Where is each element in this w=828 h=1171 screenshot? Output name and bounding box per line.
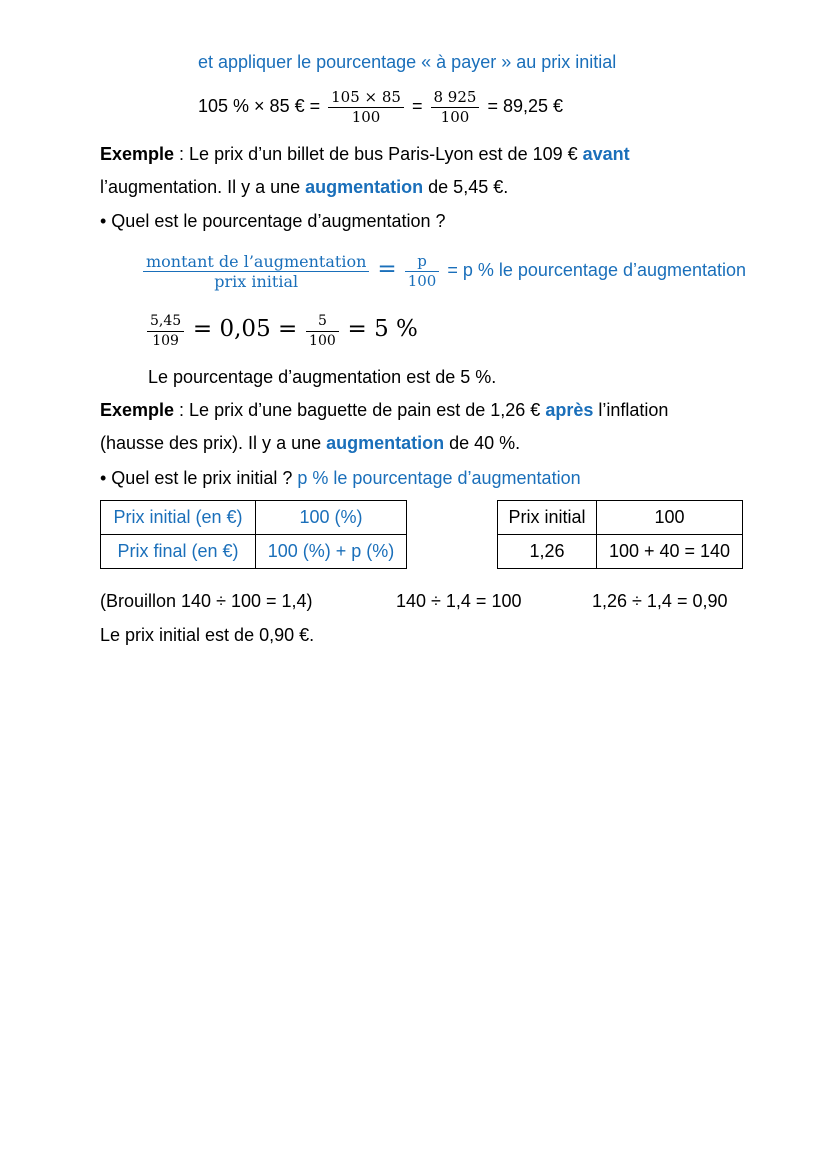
calc1-f1-denominator: 100: [351, 107, 381, 126]
formula-p-fraction: [405, 252, 440, 291]
formula-equals: =: [377, 256, 397, 282]
example1-text3: de 5,45 €.: [423, 177, 509, 197]
proportion-table-baguette: [497, 500, 743, 569]
formula-denominator: prix initial: [214, 271, 299, 291]
table-cell: Prix final (en €): [101, 535, 256, 569]
example2-label: Exemple: [100, 400, 175, 420]
table-cell: Prix initial (en €): [101, 501, 256, 535]
calc-140-div: 140 ÷ 1,4 = 100: [396, 591, 522, 611]
calc2-middle: = 0,05 =: [192, 316, 298, 342]
table-cell: 100: [597, 501, 743, 535]
formula-p-denominator: 100: [407, 271, 437, 290]
calc2-f1-denominator: 109: [152, 332, 179, 349]
calc2-end: = 5 %: [347, 316, 418, 342]
example2-apres: après: [545, 400, 594, 420]
example2-line2: [100, 431, 520, 455]
calc1-f2-numerator: 8 925: [431, 88, 480, 108]
example2-augmentation: augmentation: [326, 433, 445, 453]
instruction-line: et appliquer le pourcentage « à payer » au prix initial: [198, 52, 617, 72]
calc2-f2-denominator: 100: [309, 332, 336, 349]
example2-question-blue: p % le pourcentage d’augmentation: [297, 468, 581, 488]
calc-126-div: 1,26 ÷ 1,4 = 0,90: [592, 591, 728, 611]
brouillon: (Brouillon 140 ÷ 100 = 1,4): [100, 591, 313, 611]
calc-percentage: [144, 303, 418, 357]
table-row: [498, 535, 743, 569]
table-cell: 100 + 40 = 140: [597, 535, 743, 569]
table-row: [101, 501, 407, 535]
calc2-fraction-2: [306, 312, 339, 351]
table-row: [101, 535, 407, 569]
table-cell: 1,26: [498, 535, 597, 569]
formula-p-numerator: p: [405, 252, 440, 272]
example1-avant: avant: [582, 144, 630, 164]
table-cell: Prix initial: [498, 501, 597, 535]
table-row: [498, 501, 743, 535]
calc1-f1-numerator: 105 × 85: [328, 88, 404, 108]
calc2-f2-numerator: 5: [306, 312, 339, 332]
example1-augmentation: augmentation: [305, 177, 424, 197]
formula-fraction: [143, 252, 369, 291]
calc1-fraction-1: [328, 88, 404, 127]
calc1-fraction-2: [431, 88, 480, 127]
calc2-fraction-1: [147, 312, 184, 351]
formula-rest: = p % le pourcentage d’augmentation: [442, 260, 747, 280]
calc2-f1-numerator: 5,45: [147, 312, 184, 332]
example1-label: Exemple: [100, 144, 175, 164]
example1-line1: [100, 142, 630, 166]
example2-conclusion: Le prix initial est de 0,90 €.: [100, 625, 315, 645]
table-cell: 100 (%) + p (%): [256, 535, 407, 569]
calc1-lhs: 105 % × 85 € =: [198, 96, 321, 116]
example2-question-text: • Quel est le prix initial ?: [100, 468, 298, 488]
calc-105-percent: [198, 82, 563, 130]
example2-text1b: l’inflation: [593, 400, 669, 420]
example1-conclusion: Le pourcentage d’augmentation est de 5 %.: [148, 367, 497, 387]
example1-text1: : Le prix d’un billet de bus Paris-Lyon est de 109 €: [174, 144, 583, 164]
calc1-f2-denominator: 100: [440, 107, 470, 126]
example2-question: [100, 466, 581, 490]
formula-numerator: montant de l’augmentation: [143, 252, 369, 272]
example1-line2: [100, 175, 508, 199]
proportion-table-generic: [100, 500, 407, 569]
calc1-result: = 89,25 €: [487, 96, 564, 116]
example1-text2: l’augmentation. Il y a une: [100, 177, 306, 197]
percentage-formula: [140, 242, 746, 297]
example2-text2: (hausse des prix). Il y a une: [100, 433, 327, 453]
calc1-equals: =: [411, 96, 423, 116]
example2-text3: de 40 %.: [444, 433, 521, 453]
table-cell: 100 (%): [256, 501, 407, 535]
example1-question: • Quel est le pourcentage d’augmentation ?: [100, 211, 446, 231]
example2-text1: : Le prix d’une baguette de pain est de 1,26 €: [174, 400, 546, 420]
example2-line1: [100, 398, 668, 422]
